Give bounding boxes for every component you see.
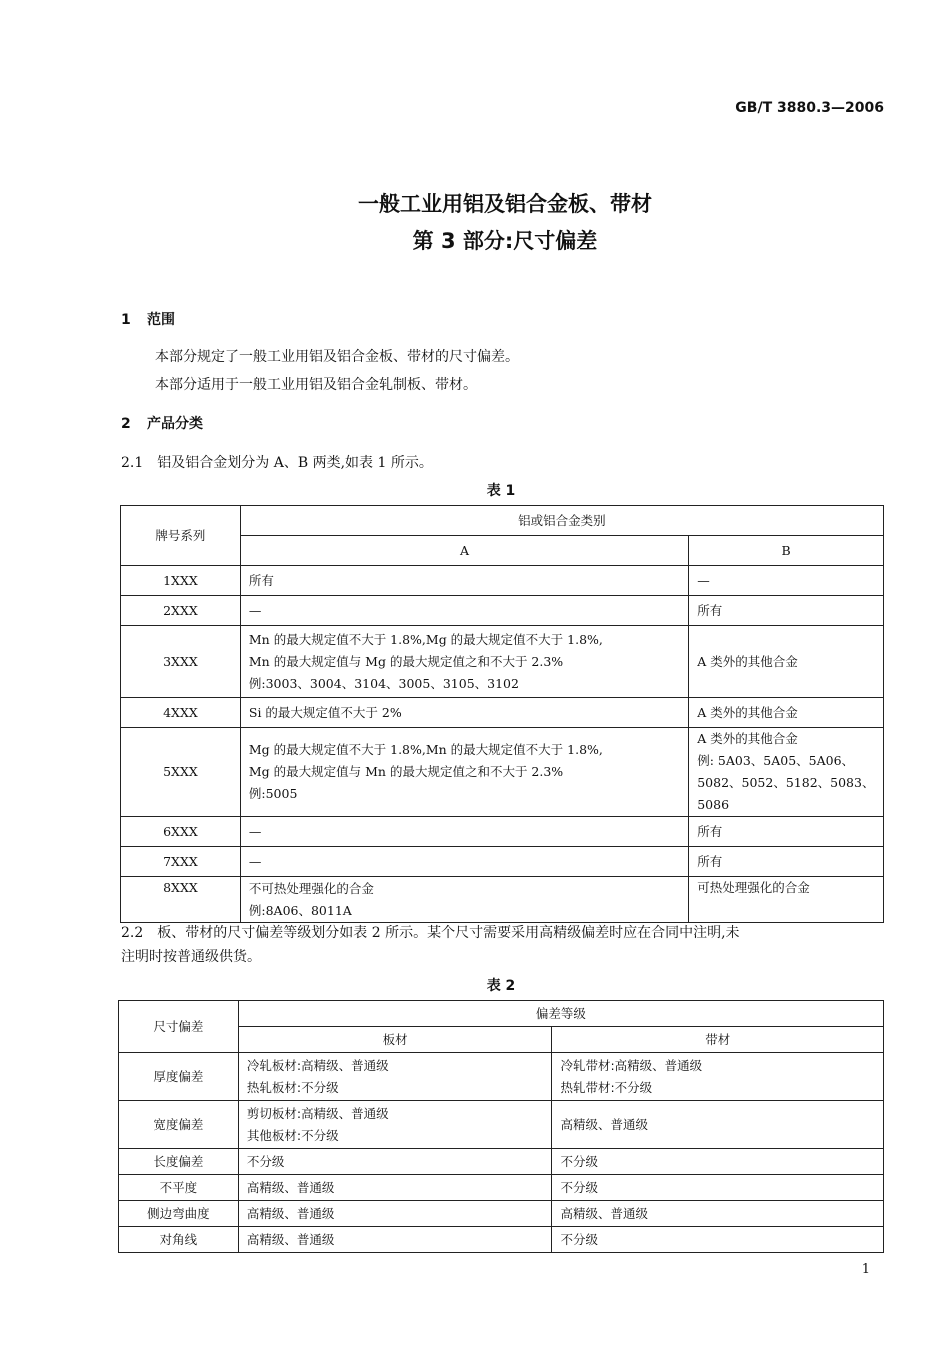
cell-line: A 类外的其他合金 [697, 731, 798, 746]
section-1-heading: 1 范围 [121, 312, 175, 328]
section-1-para-2: 本部分适用于一般工业用铝及铝合金轧制板、带材。 [155, 377, 477, 393]
cell-line: A 类外的其他合金 [697, 704, 798, 720]
series-cell: 7XXX [121, 847, 241, 877]
clause-2-2-line-2: 注明时按普通级供货。 [121, 949, 261, 965]
series-cell: 3XXX [121, 626, 241, 698]
table-2 [118, 1000, 884, 1253]
table-1-header-a: A [240, 536, 688, 566]
dimension-cell: 宽度偏差 [119, 1101, 239, 1149]
cell-line: 高精级、普通级 [560, 1205, 648, 1221]
table-row [119, 1149, 884, 1175]
table-1-header-series: 牌号系列 [121, 506, 241, 566]
cell-line: Mn 的最大规定值不大于 1.8%,Mg 的最大规定值不大于 1.8%, [248, 631, 603, 647]
table-row [121, 626, 884, 698]
class-b-cell [689, 877, 884, 923]
class-b-cell [689, 698, 884, 728]
strip-cell [552, 1201, 884, 1227]
cell-line: 高精级、普通级 [246, 1179, 335, 1195]
strip-cell [552, 1149, 884, 1175]
document-title: 一般工业用铝及铝合金板、带材 [358, 192, 652, 216]
table-row [121, 847, 884, 877]
cell-line: 所有 [697, 602, 723, 618]
cell-line: — [248, 853, 262, 869]
table-2-header-dimension: 尺寸偏差 [119, 1001, 239, 1053]
table-row [121, 596, 884, 626]
table-row [121, 877, 884, 923]
cell-line: 冷轧带材:高精级、普通级 [560, 1057, 703, 1073]
series-cell: 4XXX [121, 698, 241, 728]
cell-line: 不分级 [560, 1153, 598, 1169]
series-cell: 6XXX [121, 817, 241, 847]
cell-line: Mg 的最大规定值与 Mn 的最大规定值之和不大于 2.3% [248, 764, 564, 779]
cell-line: 所有 [697, 853, 723, 869]
cell-line: 5082、5052、5182、5083、5086 [697, 775, 875, 812]
class-b-cell [689, 626, 884, 698]
cell-line: 不分级 [246, 1153, 285, 1169]
cell-line: 热轧带材:不分级 [560, 1079, 653, 1095]
dimension-cell: 对角线 [119, 1227, 239, 1253]
class-a-cell [240, 877, 688, 923]
plate-cell [238, 1201, 552, 1227]
class-b-cell [689, 566, 884, 596]
class-b-cell [689, 728, 884, 817]
cell-line: 可热处理强化的合金 [697, 880, 810, 895]
section-2-heading: 2 产品分类 [121, 416, 203, 432]
cell-line: 例:5005 [248, 786, 298, 801]
cell-line: 高精级、普通级 [246, 1205, 335, 1221]
class-a-cell [240, 817, 688, 847]
cell-line: 高精级、普通级 [560, 1116, 648, 1132]
table-2-caption: 表 2 [486, 978, 516, 994]
cell-line: A 类外的其他合金 [697, 653, 798, 669]
cell-line: 剪切板材:高精级、普通级 [246, 1105, 389, 1121]
table-1 [120, 505, 884, 923]
cell-line: — [248, 602, 262, 618]
dimension-cell: 厚度偏差 [119, 1053, 239, 1101]
cell-line: 热轧板材:不分级 [246, 1079, 339, 1095]
table-row [121, 817, 884, 847]
cell-line: 不分级 [560, 1231, 598, 1247]
table-row [121, 566, 884, 596]
class-a-cell [240, 728, 688, 817]
document-subtitle: 第 3 部分:尺寸偏差 [412, 229, 598, 253]
plate-cell [238, 1149, 552, 1175]
cell-line: 例:8A06、8011A [248, 902, 352, 918]
clause-2-2-line-1: 2.2 板、带材的尺寸偏差等级划分如表 2 所示。某个尺寸需要采用高精级偏差时应在合同中注明,未 [121, 925, 740, 941]
table-row [119, 1053, 884, 1101]
table-1-caption: 表 1 [486, 483, 516, 499]
table-2-header-group: 偏差等级 [238, 1001, 883, 1027]
plate-cell [238, 1053, 552, 1101]
class-a-cell [240, 596, 688, 626]
table-1-header-b: B [689, 536, 884, 566]
section-1-para-1: 本部分规定了一般工业用铝及铝合金板、带材的尺寸偏差。 [155, 349, 519, 365]
page-number: 1 [861, 1262, 870, 1277]
clause-2-1: 2.1 铝及铝合金划分为 A、B 两类,如表 1 所示。 [121, 455, 433, 471]
class-a-cell [240, 626, 688, 698]
class-a-cell [240, 566, 688, 596]
dimension-cell: 不平度 [119, 1175, 239, 1201]
table-row [119, 1227, 884, 1253]
plate-cell [238, 1175, 552, 1201]
table-row [121, 728, 884, 817]
strip-cell [552, 1053, 884, 1101]
class-b-cell [689, 847, 884, 877]
cell-line: 所有 [248, 572, 274, 588]
dimension-cell: 长度偏差 [119, 1149, 239, 1175]
table-row [119, 1101, 884, 1149]
cell-line: 高精级、普通级 [246, 1231, 335, 1247]
dimension-cell: 侧边弯曲度 [119, 1201, 239, 1227]
cell-line: 例: 5A03、5A05、5A06、 [697, 753, 855, 768]
cell-line: 不分级 [560, 1179, 598, 1195]
strip-cell [552, 1227, 884, 1253]
table-row [121, 698, 884, 728]
cell-line: 冷轧板材:高精级、普通级 [246, 1057, 389, 1073]
standard-number: GB/T 3880.3—2006 [735, 100, 884, 116]
cell-line: — [248, 823, 262, 839]
series-cell: 5XXX [121, 728, 241, 817]
cell-line: Si 的最大规定值不大于 2% [248, 704, 402, 720]
strip-cell [552, 1101, 884, 1149]
series-cell: 1XXX [121, 566, 241, 596]
series-cell: 2XXX [121, 596, 241, 626]
class-a-cell [240, 698, 688, 728]
plate-cell [238, 1101, 552, 1149]
strip-cell [552, 1175, 884, 1201]
table-2-header-strip: 带材 [552, 1027, 884, 1053]
table-row [119, 1175, 884, 1201]
cell-line: 所有 [697, 823, 723, 839]
cell-line: 不可热处理强化的合金 [248, 880, 374, 896]
cell-line: 例:3003、3004、3104、3005、3105、3102 [248, 675, 519, 691]
series-cell: 8XXX [121, 877, 241, 923]
cell-line: 其他板材:不分级 [246, 1127, 339, 1143]
cell-line: — [697, 572, 710, 588]
plate-cell [238, 1227, 552, 1253]
class-b-cell [689, 596, 884, 626]
table-1-header-group: 铝或铝合金类别 [240, 506, 883, 536]
table-row [119, 1201, 884, 1227]
class-a-cell [240, 847, 688, 877]
class-b-cell [689, 817, 884, 847]
table-2-header-plate: 板材 [238, 1027, 552, 1053]
cell-line: Mn 的最大规定值与 Mg 的最大规定值之和不大于 2.3% [248, 653, 564, 669]
cell-line: Mg 的最大规定值不大于 1.8%,Mn 的最大规定值不大于 1.8%, [248, 742, 603, 757]
